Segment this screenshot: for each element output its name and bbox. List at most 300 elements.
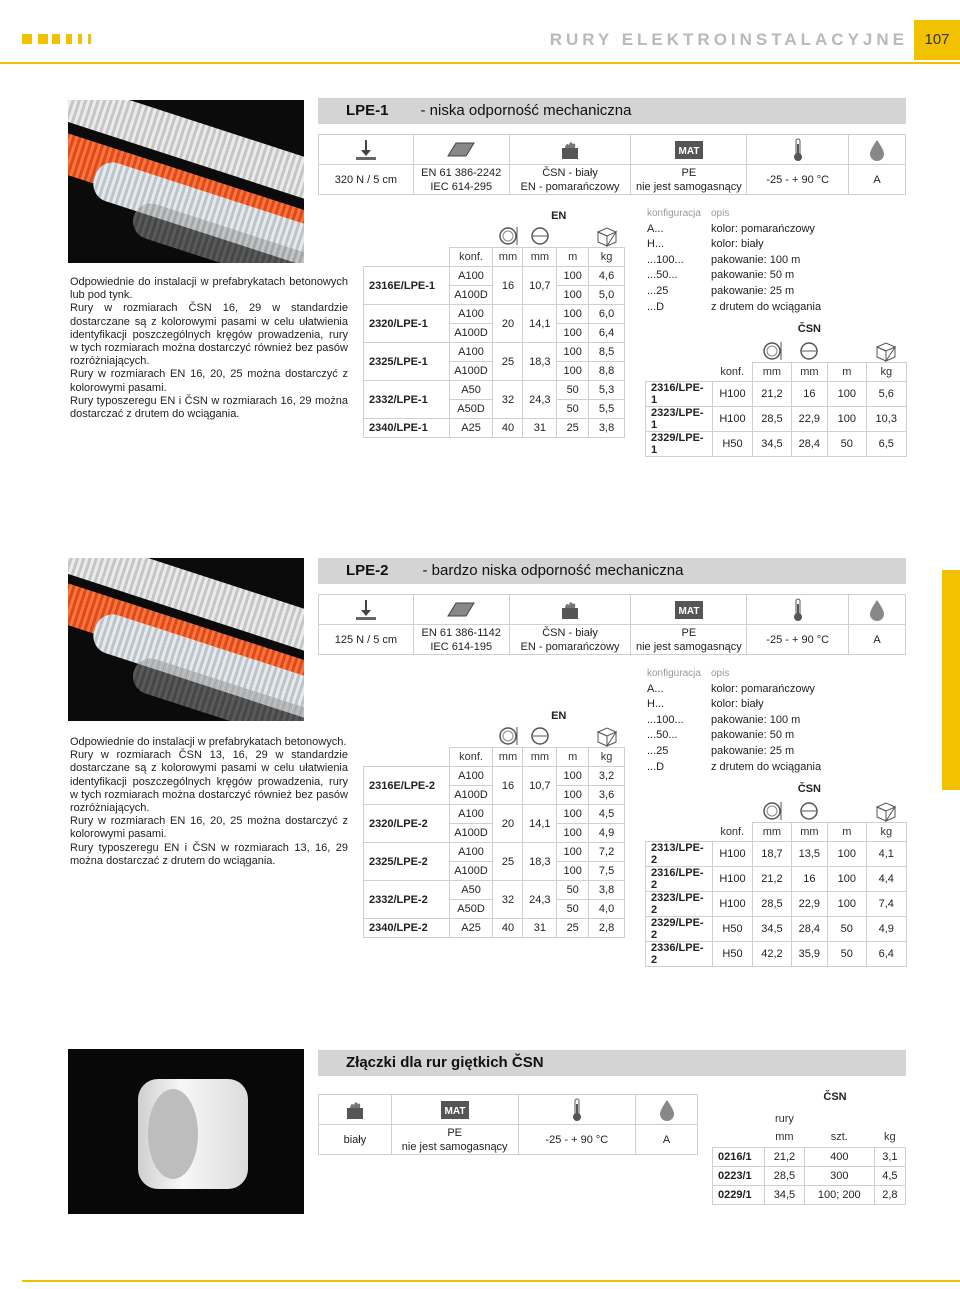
unit-header: mm <box>523 748 557 767</box>
product-code: 2323/LPE-2 <box>646 892 713 917</box>
unit-header: mm <box>493 248 523 267</box>
csn-header: ČSN <box>797 783 821 795</box>
material-value: PE nie jest samogasnący <box>391 1125 518 1155</box>
ip-cell <box>636 1095 698 1125</box>
unit-header: m <box>828 823 866 842</box>
product-code: 2323/LPE-1 <box>646 407 713 432</box>
config-row: A... kolor: pomarańczowy <box>647 222 815 235</box>
inner-diameter: 14,1 <box>523 805 557 843</box>
product-code: 0229/1 <box>713 1185 765 1204</box>
diameter-inner-icon <box>529 725 551 747</box>
box-icon <box>595 725 619 747</box>
color-value: ČSN - biały EN - pomarańczowy <box>509 625 631 655</box>
table-cell: H100 <box>712 867 752 892</box>
table-cell: 5,6 <box>866 382 907 407</box>
color-cell <box>319 1095 392 1125</box>
weight: 4,9 <box>589 824 625 843</box>
length: 50 <box>557 881 589 900</box>
config-row: ...25 pakowanie: 25 m <box>647 284 795 297</box>
table-row <box>364 767 625 786</box>
table-cell: 50 <box>828 917 866 942</box>
unit-header: kg <box>589 748 625 767</box>
config-row: ...50... pakowanie: 50 m <box>647 269 795 282</box>
table-row <box>646 382 907 407</box>
configuration: A100 <box>449 843 493 862</box>
couplers-data <box>712 1085 906 1205</box>
csn-header: ČSN <box>797 323 821 335</box>
weight: 3,8 <box>589 419 625 438</box>
unit-header: rury <box>774 1112 794 1125</box>
product-photo <box>68 558 304 721</box>
force-icon <box>354 599 378 621</box>
table-cell: H50 <box>712 942 752 967</box>
ip-value: A <box>849 165 906 195</box>
table-cell: 100 <box>828 867 866 892</box>
table-cell: 4,1 <box>866 842 907 867</box>
table-row <box>364 843 625 862</box>
description-paragraph: Rury typoszeregu EN i ČSN w rozmiarach 16, 29 można dostarczać z drutem do wciągania. <box>70 394 348 421</box>
description-lpe2 <box>70 736 348 868</box>
properties-table-lpe2 <box>318 594 906 655</box>
material-icon <box>440 1100 470 1120</box>
material-value: PE nie jest samogasnący <box>631 165 747 195</box>
configuration: A100D <box>449 786 493 805</box>
product-code: 2325/LPE-2 <box>364 843 450 881</box>
material-cell <box>631 135 747 165</box>
product-code: 2316/LPE-2 <box>646 867 713 892</box>
length: 100 <box>557 267 589 286</box>
weight: 4,6 <box>589 267 625 286</box>
length: 50 <box>557 900 589 919</box>
diameter-inner-icon <box>529 225 551 247</box>
ip-value: A <box>849 625 906 655</box>
en-header: EN <box>551 209 567 222</box>
force-value: 320 N / 5 cm <box>319 165 414 195</box>
section-subtitle: - niska odporność mechaniczna <box>420 102 632 119</box>
weight: 6,0 <box>589 305 625 324</box>
weight: 8,8 <box>589 362 625 381</box>
drop-icon <box>868 139 886 161</box>
flame-icon <box>559 599 581 621</box>
weight: 7,5 <box>589 862 625 881</box>
plate-icon <box>446 600 476 620</box>
product-code: 2320/LPE-1 <box>364 305 450 343</box>
unit-header: szt. <box>804 1128 874 1147</box>
table-cell: 34,5 <box>753 432 791 457</box>
header-square <box>78 34 82 44</box>
material-cell <box>391 1095 518 1125</box>
weight: 2,8 <box>589 919 625 938</box>
description-header: opis <box>711 668 730 679</box>
inner-diameter: 10,7 <box>523 767 557 805</box>
config-row: ...100... pakowanie: 100 m <box>647 253 801 266</box>
inner-diameter: 31 <box>523 419 557 438</box>
length: 25 <box>557 919 589 938</box>
description-paragraph: Rury w rozmiarach ČSN 13, 16, 29 w standardzie dostarczane są z kolorowymi pasami w celu ułatwienia identyfikacji poszczególnych kręgów prowadzenia, rury w tych rozmiarach można dostarczyć również bez pasów rozróżniających. <box>70 749 348 815</box>
table-cell: 34,5 <box>765 1185 805 1204</box>
table-cell: 18,7 <box>753 842 791 867</box>
config-list <box>647 206 821 315</box>
table-cell: 34,5 <box>753 917 791 942</box>
table-cell: 28,4 <box>791 432 827 457</box>
table-row <box>646 892 907 917</box>
configuration: A50 <box>449 881 493 900</box>
page-header-title: RURY ELEKTROINSTALACYJNE <box>549 30 908 49</box>
diameter-outer-icon <box>497 225 519 247</box>
table-row <box>713 1166 906 1185</box>
product-code: 2336/LPE-2 <box>646 942 713 967</box>
configuration: A25 <box>449 919 493 938</box>
product-code: 2329/LPE-1 <box>646 432 713 457</box>
outer-diameter: 16 <box>493 767 523 805</box>
table-cell: 35,9 <box>791 942 827 967</box>
table-cell: 3,1 <box>874 1147 905 1166</box>
unit-header: kg <box>874 1128 905 1147</box>
table-cell: 100 <box>828 407 866 432</box>
ip-value: A <box>636 1125 698 1155</box>
unit-header: mm <box>493 748 523 767</box>
inner-diameter: 18,3 <box>523 343 557 381</box>
table-cell: 50 <box>828 432 866 457</box>
table-cell: 16 <box>791 867 827 892</box>
config-header: konfiguracja <box>647 208 701 219</box>
header-divider <box>0 62 960 64</box>
table-cell: 13,5 <box>791 842 827 867</box>
csn-table <box>645 778 907 967</box>
outer-diameter: 25 <box>493 343 523 381</box>
material-cell <box>631 595 747 625</box>
color-value: biały <box>319 1125 392 1155</box>
weight: 8,5 <box>589 343 625 362</box>
weight: 5,5 <box>589 400 625 419</box>
product-code: 2316/LPE-1 <box>646 382 713 407</box>
unit-header: kg <box>589 248 625 267</box>
diameter-outer-icon <box>761 800 783 822</box>
flame-icon <box>344 1099 366 1121</box>
length: 100 <box>557 786 589 805</box>
description-paragraph: Rury w rozmiarach ČSN 16, 29 w standardzie dostarczane są z kolorowymi pasami w celu ułatwienia identyfikacji poszczególnych kręgów prowadzenia, rury w tych rozmiarach można dostarczyć również bez pasów rozróżniających. <box>70 302 348 368</box>
unit-header: m <box>557 748 589 767</box>
product-code: 2329/LPE-2 <box>646 917 713 942</box>
inner-diameter: 24,3 <box>523 381 557 419</box>
product-code: 2313/LPE-2 <box>646 842 713 867</box>
config-row: ...100... pakowanie: 100 m <box>647 713 801 726</box>
product-code: 2332/LPE-2 <box>364 881 450 919</box>
config-row: A... kolor: pomarańczowy <box>647 682 815 695</box>
table-cell: 16 <box>791 382 827 407</box>
en-table <box>363 206 625 438</box>
product-code: 2332/LPE-1 <box>364 381 450 419</box>
config-header: konfiguracja <box>647 668 701 679</box>
length: 50 <box>557 400 589 419</box>
section-subtitle: - bardzo niska odporność mechaniczna <box>422 562 684 579</box>
product-code: 2320/LPE-2 <box>364 805 450 843</box>
drop-icon <box>868 599 886 621</box>
config-row: H... kolor: biały <box>647 238 764 251</box>
header-square <box>88 34 91 44</box>
diameter-inner-icon <box>798 340 820 362</box>
product-code: 2316E/LPE-2 <box>364 767 450 805</box>
description-paragraph: Odpowiednie do instalacji w prefabrykatach betonowych lub pod tynk. <box>70 276 348 302</box>
description-paragraph: Rury w rozmiarach EN 16, 20, 25 można dostarczyć z kolorowymi pasami. <box>70 368 348 394</box>
en-header: EN <box>551 709 567 722</box>
page-number: 107 <box>914 20 960 60</box>
config-list <box>647 666 821 775</box>
color-cell <box>509 595 631 625</box>
table-cell: 10,3 <box>866 407 907 432</box>
length: 100 <box>557 805 589 824</box>
table-cell: 6,5 <box>866 432 907 457</box>
color-value: ČSN - biały EN - pomarańczowy <box>509 165 631 195</box>
box-icon <box>874 340 898 362</box>
force-cell <box>319 595 414 625</box>
force-value: 125 N / 5 cm <box>319 625 414 655</box>
table-cell: 4,4 <box>866 867 907 892</box>
table-cell: 42,2 <box>753 942 791 967</box>
table-row <box>364 881 625 900</box>
weight: 6,4 <box>589 324 625 343</box>
table-cell: H50 <box>712 917 752 942</box>
outer-diameter: 40 <box>493 419 523 438</box>
drop-icon <box>658 1099 676 1121</box>
config-row: ...D z drutem do wciągania <box>647 760 822 773</box>
table-row <box>646 942 907 967</box>
norm-cell <box>413 595 509 625</box>
inner-diameter: 31 <box>523 919 557 938</box>
product-code: 2316E/LPE-1 <box>364 267 450 305</box>
temperature-cell <box>518 1095 636 1125</box>
table-row <box>364 919 625 938</box>
thermometer-icon <box>792 138 804 162</box>
weight: 3,8 <box>589 881 625 900</box>
plate-icon <box>446 140 476 160</box>
outer-diameter: 40 <box>493 919 523 938</box>
section-code: LPE-2 <box>346 562 389 579</box>
description-header: opis <box>711 208 730 219</box>
config-row: ...D z drutem do wciągania <box>647 300 822 313</box>
properties-table-couplers <box>318 1094 698 1155</box>
box-icon <box>595 225 619 247</box>
force-cell <box>319 135 414 165</box>
unit-header: mm <box>753 363 791 382</box>
table-cell: H100 <box>712 842 752 867</box>
material-value: PE nie jest samogasnący <box>631 625 747 655</box>
unit-header: mm <box>765 1128 805 1147</box>
unit-header: konf. <box>449 748 493 767</box>
weight: 7,2 <box>589 843 625 862</box>
table-cell: 100 <box>828 842 866 867</box>
config-row: ...50... pakowanie: 50 m <box>647 729 795 742</box>
table-cell: 21,2 <box>753 382 791 407</box>
table-cell: 22,9 <box>791 892 827 917</box>
diameter-inner-icon <box>798 800 820 822</box>
flame-icon <box>559 139 581 161</box>
length: 100 <box>557 324 589 343</box>
weight: 3,2 <box>589 767 625 786</box>
outer-diameter: 16 <box>493 267 523 305</box>
table-cell: H100 <box>712 382 752 407</box>
table-row <box>646 867 907 892</box>
table-cell: 100 <box>828 382 866 407</box>
footer-divider <box>22 1280 960 1282</box>
table-cell: 100 <box>828 892 866 917</box>
unit-header: mm <box>753 823 791 842</box>
table-row <box>364 805 625 824</box>
table-cell: 7,4 <box>866 892 907 917</box>
table-cell: 6,4 <box>866 942 907 967</box>
table-cell: H100 <box>712 407 752 432</box>
length: 100 <box>557 824 589 843</box>
table-cell: 21,2 <box>753 867 791 892</box>
temperature-value: -25 - + 90 °C <box>747 625 849 655</box>
outer-diameter: 32 <box>493 381 523 419</box>
inner-diameter: 18,3 <box>523 843 557 881</box>
norm-value: EN 61 386-1142 IEC 614-195 <box>413 625 509 655</box>
configuration: A100D <box>449 824 493 843</box>
material-icon <box>674 140 704 160</box>
inner-diameter: 14,1 <box>523 305 557 343</box>
unit-header: kg <box>866 363 907 382</box>
table-cell: H100 <box>712 892 752 917</box>
svg-text:MAT: MAT <box>678 145 700 157</box>
unit-header: mm <box>791 823 827 842</box>
inner-diameter: 10,7 <box>523 267 557 305</box>
configuration: A100 <box>449 267 493 286</box>
thermometer-icon <box>792 598 804 622</box>
coupler-opening <box>148 1089 198 1179</box>
box-icon <box>874 800 898 822</box>
product-code: 0223/1 <box>713 1166 765 1185</box>
configuration: A50D <box>449 900 493 919</box>
section-title-lpe1 <box>318 98 906 124</box>
product-photo <box>68 1049 304 1214</box>
configuration: A100D <box>449 862 493 881</box>
table-cell: 400 <box>804 1147 874 1166</box>
table-cell: 21,2 <box>765 1147 805 1166</box>
configuration: A50D <box>449 400 493 419</box>
product-photo <box>68 100 304 263</box>
side-tab <box>942 570 960 790</box>
configuration: A100 <box>449 805 493 824</box>
unit-header: m <box>557 248 589 267</box>
temperature-cell <box>747 595 849 625</box>
diameter-outer-icon <box>761 340 783 362</box>
outer-diameter: 20 <box>493 805 523 843</box>
unit-header: kg <box>866 823 907 842</box>
table-cell: 22,9 <box>791 407 827 432</box>
table-cell: 28,4 <box>791 917 827 942</box>
table-cell: 50 <box>828 942 866 967</box>
configuration: A100D <box>449 324 493 343</box>
weight: 3,6 <box>589 786 625 805</box>
unit-header: konf. <box>720 365 745 378</box>
product-code: 2340/LPE-2 <box>364 919 450 938</box>
length: 100 <box>557 843 589 862</box>
outer-diameter: 32 <box>493 881 523 919</box>
unit-header: mm <box>791 363 827 382</box>
en-table <box>363 706 625 938</box>
configuration: A100 <box>449 305 493 324</box>
configuration: A100 <box>449 343 493 362</box>
ip-cell <box>849 595 906 625</box>
length: 100 <box>557 305 589 324</box>
length: 50 <box>557 381 589 400</box>
norm-value: EN 61 386-2242 IEC 614-295 <box>413 165 509 195</box>
table-cell: H50 <box>712 432 752 457</box>
outer-diameter: 25 <box>493 843 523 881</box>
table-row <box>713 1147 906 1166</box>
product-code: 2325/LPE-1 <box>364 343 450 381</box>
temperature-value: -25 - + 90 °C <box>518 1125 636 1155</box>
table-row <box>364 381 625 400</box>
configuration: A100D <box>449 362 493 381</box>
table-row <box>364 267 625 286</box>
length: 100 <box>557 362 589 381</box>
header-square <box>38 34 48 44</box>
section-title-couplers <box>318 1050 906 1076</box>
table-cell: 4,9 <box>866 917 907 942</box>
table-row <box>646 407 907 432</box>
config-row: H... kolor: biały <box>647 698 764 711</box>
header-square <box>52 34 60 44</box>
outer-diameter: 20 <box>493 305 523 343</box>
table-row <box>364 305 625 324</box>
unit-header: mm <box>523 248 557 267</box>
table-row <box>646 842 907 867</box>
table-cell: 28,5 <box>753 892 791 917</box>
table-row <box>364 419 625 438</box>
table-row <box>646 917 907 942</box>
table-cell: 2,8 <box>874 1185 905 1204</box>
table-cell: 300 <box>804 1166 874 1185</box>
configuration: A50 <box>449 381 493 400</box>
inner-diameter: 24,3 <box>523 881 557 919</box>
table-row <box>713 1185 906 1204</box>
description-paragraph: Odpowiednie do instalacji w prefabrykatach betonowych. <box>70 736 347 748</box>
weight: 4,0 <box>589 900 625 919</box>
svg-text:MAT: MAT <box>678 605 700 617</box>
diameter-outer-icon <box>497 725 519 747</box>
temperature-value: -25 - + 90 °C <box>747 165 849 195</box>
csn-table <box>645 318 907 457</box>
force-icon <box>354 139 378 161</box>
weight: 5,0 <box>589 286 625 305</box>
description-lpe1 <box>70 276 348 421</box>
section-title: Złączki dla rur giętkich ČSN <box>346 1054 544 1071</box>
unit-header: konf. <box>449 248 493 267</box>
product-code: 2340/LPE-1 <box>364 419 450 438</box>
color-cell <box>509 135 631 165</box>
header-square <box>22 34 32 44</box>
configuration: A100 <box>449 767 493 786</box>
table-cell: 28,5 <box>753 407 791 432</box>
norm-cell <box>413 135 509 165</box>
unit-header: m <box>828 363 866 382</box>
config-row: ...25 pakowanie: 25 m <box>647 744 795 757</box>
thermometer-icon <box>571 1098 583 1122</box>
unit-header: konf. <box>720 825 745 838</box>
product-code: 0216/1 <box>713 1147 765 1166</box>
ip-cell <box>849 135 906 165</box>
section-code: LPE-1 <box>346 102 389 119</box>
table-row <box>364 343 625 362</box>
description-paragraph: Rury w rozmiarach EN 16, 20, 25 można dostarczyć z kolorowymi pasami. <box>70 815 348 841</box>
weight: 4,5 <box>589 805 625 824</box>
length: 100 <box>557 862 589 881</box>
table-cell: 4,5 <box>874 1166 905 1185</box>
length: 100 <box>557 767 589 786</box>
temperature-cell <box>747 135 849 165</box>
